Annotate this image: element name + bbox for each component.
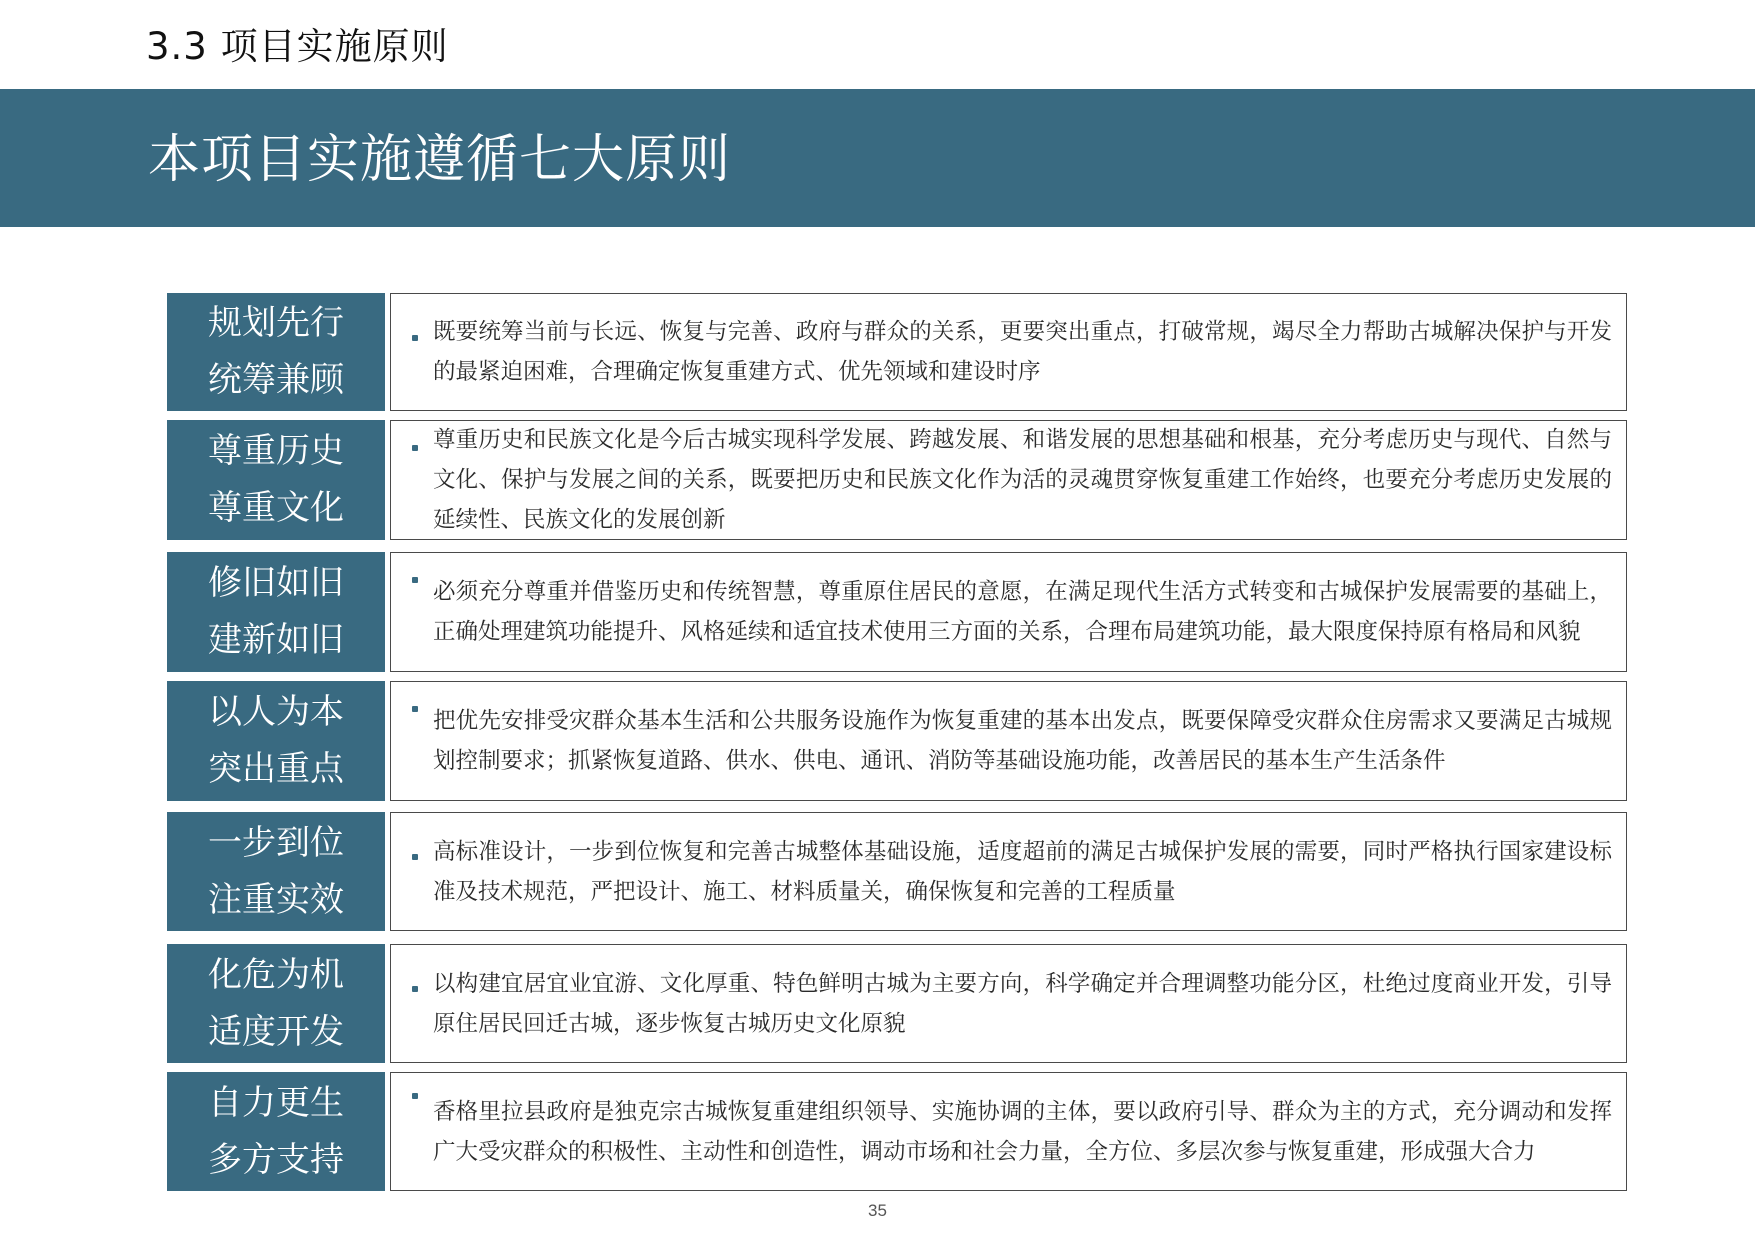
principle-label-line2: 突出重点 <box>208 749 344 789</box>
principle-description: 香格里拉县政府是独克宗古城恢复重建组织领导、实施协调的主体，要以政府引导、群众为主的方式，充分调动和发挥广大受灾群众的积极性、主动性和创造性，调动市场和社会力量，全方位、多层次参与恢复重建，形成强大合力 <box>433 1098 1612 1165</box>
principle-description-box <box>390 293 1627 411</box>
principle-description-box <box>390 1072 1627 1191</box>
principle-label-line1: 修旧如旧 <box>208 563 344 603</box>
principle-description-box <box>390 944 1627 1063</box>
principle-label <box>167 420 385 540</box>
principle-row-1 <box>167 293 1627 411</box>
principle-label <box>167 293 385 411</box>
principle-description-box <box>390 812 1627 931</box>
principle-label <box>167 944 385 1063</box>
principle-row-4 <box>167 681 1627 801</box>
principle-label-line2: 尊重文化 <box>208 488 344 528</box>
principle-description-box <box>390 552 1627 672</box>
principle-label-line1: 化危为机 <box>208 954 344 995</box>
principle-description: 把优先安排受灾群众基本生活和公共服务设施作为恢复重建的基本出发点，既要保障受灾群众住房需求又要满足古城规划控制要求；抓紧恢复道路、供水、供电、通讯、消防等基础设施功能，改善居民的基本生产生活条件 <box>433 708 1612 774</box>
bullet-icon <box>412 445 418 451</box>
bullet-icon <box>412 854 418 860</box>
page-number: 35 <box>868 1201 887 1220</box>
principle-label-line1: 规划先行 <box>208 303 344 343</box>
principle-row-2 <box>167 420 1627 540</box>
principle-description: 必须充分尊重并借鉴历史和传统智慧，尊重原住居民的意愿，在满足现代生活方式转变和古城保护发展需要的基础上，正确处理建筑功能提升、风格延续和适宜技术使用三方面的关系，合理布局建筑功能，最大限度保持原有格局和风貌 <box>433 579 1612 645</box>
principle-description: 以构建宜居宜业宜游、文化厚重、特色鲜明古城为主要方向，科学确定并合理调整功能分区，杜绝过度商业开发，引导原住居民回迁古城，逐步恢复古城历史文化原貌 <box>433 970 1612 1037</box>
principle-description: 高标准设计，一步到位恢复和完善古城整体基础设施，适度超前的满足古城保护发展的需要，同时严格执行国家建设标准及技术规范，严把设计、施工、材料质量关，确保恢复和完善的工程质量 <box>433 838 1612 905</box>
principle-description: 尊重历史和民族文化是今后古城实现科学发展、跨越发展、和谐发展的思想基础和根基，充分考虑历史与现代、自然与文化、保护与发展之间的关系，既要把历史和民族文化作为活的灵魂贯穿恢复重建工作始终，也要充分考虑历史发展的延续性、民族文化的发展创新 <box>433 427 1612 533</box>
title-banner <box>0 89 1755 227</box>
principle-label-line2: 建新如旧 <box>208 620 344 660</box>
principle-description-box <box>390 420 1627 540</box>
principle-description: 既要统筹当前与长远、恢复与完善、政府与群众的关系，更要突出重点，打破常规，竭尽全力帮助古城解决保护与开发的最紧迫困难，合理确定恢复重建方式、优先领域和建设时序 <box>433 319 1612 385</box>
principle-label-line1: 以人为本 <box>208 692 344 732</box>
bullet-icon <box>412 706 418 712</box>
principle-label-line1: 一步到位 <box>208 822 344 863</box>
principle-label-line2: 适度开发 <box>208 1011 344 1052</box>
principle-label-line2: 统筹兼顾 <box>208 360 344 400</box>
bullet-icon <box>412 1093 418 1099</box>
bullet-icon <box>412 335 418 341</box>
principle-label-line1: 尊重历史 <box>208 431 344 471</box>
principle-row-5 <box>167 812 1627 931</box>
principle-label <box>167 552 385 672</box>
principle-label-line2: 多方支持 <box>208 1139 344 1180</box>
principle-label <box>167 681 385 801</box>
principle-description-box <box>390 681 1627 801</box>
principle-row-3 <box>167 552 1627 672</box>
bullet-icon <box>412 577 418 583</box>
principle-row-6 <box>167 944 1627 1063</box>
bullet-icon <box>412 986 418 992</box>
principle-label-line2: 注重实效 <box>208 879 344 920</box>
principle-label <box>167 812 385 931</box>
principle-label <box>167 1072 385 1191</box>
section-title: 3.3 项目实施原则 <box>146 25 449 68</box>
banner-title: 本项目实施遵循七大原则 <box>148 130 732 190</box>
principle-label-line1: 自力更生 <box>208 1082 344 1123</box>
principle-row-7 <box>167 1072 1627 1191</box>
